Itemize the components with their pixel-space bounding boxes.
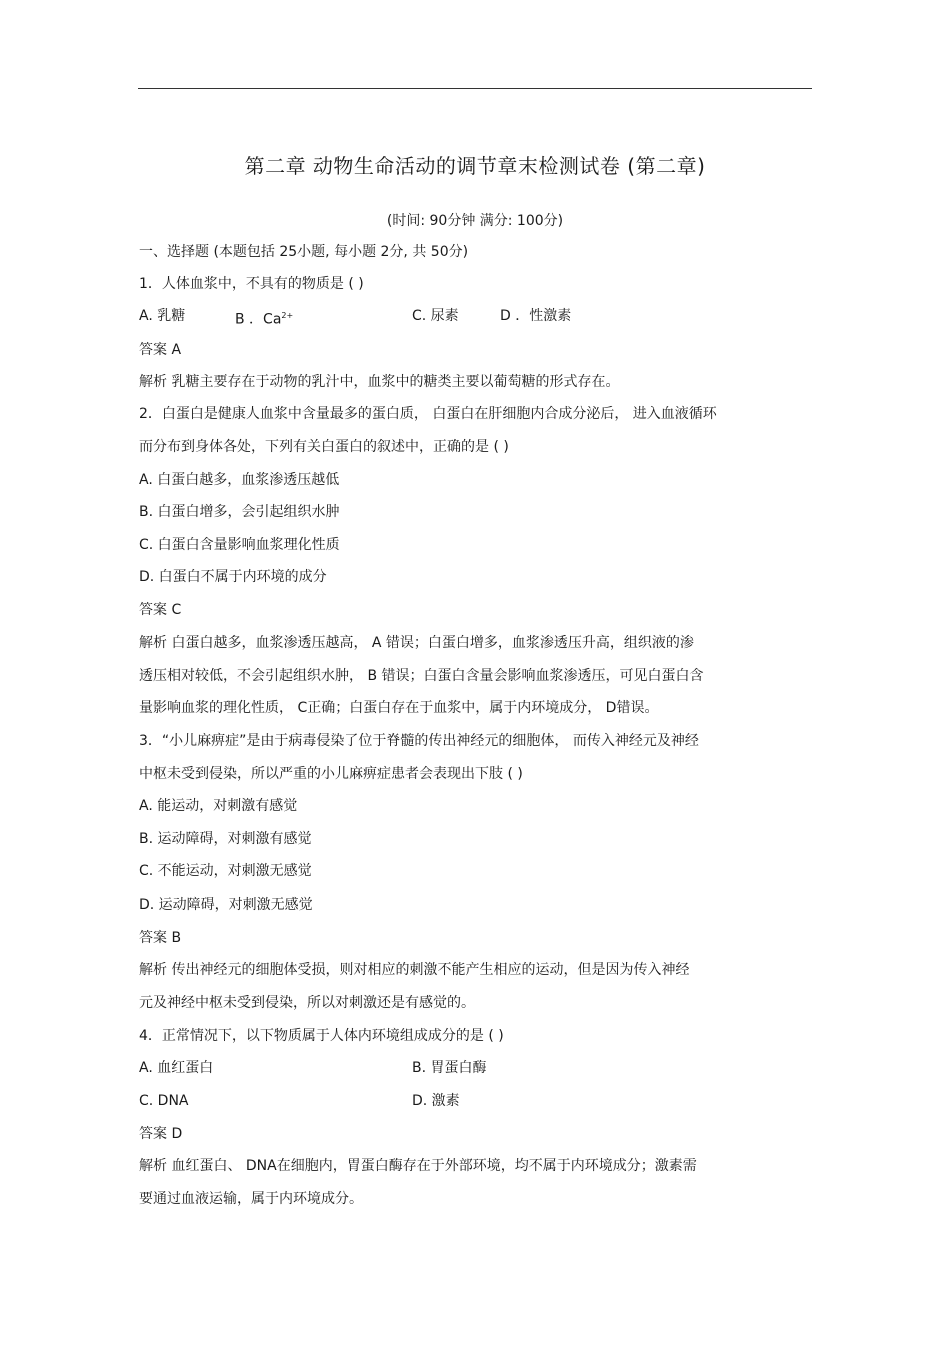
question-4-analysis-line-2: 要通过血液运输，属于内环境成分。 xyxy=(139,1191,363,1207)
question-2-option-d: D. 白蛋白不属于内环境的成分 xyxy=(139,569,327,585)
question-4-answer: 答案 D xyxy=(139,1126,183,1142)
question-3-option-c: C. 不能运动，对刺激无感觉 xyxy=(139,863,312,879)
question-3-analysis-line-2: 元及神经中枢未受到侵染，所以对刺激还是有感觉的。 xyxy=(139,995,475,1011)
question-3-stem-line-1: 3．“小儿麻痹症”是由于病毒侵染了位于脊髓的传出神经元的细胞体， 而传入神经元及神经 xyxy=(139,733,699,749)
question-1-option-d: D ．性激素 xyxy=(500,308,572,324)
question-2-option-b: B. 白蛋白增多，会引起组织水肿 xyxy=(139,504,340,520)
page-title: 第二章 动物生命活动的调节章末检测试卷 (第二章) xyxy=(244,154,706,178)
question-4-analysis-line-1: 解析 血红蛋白、 DNA在细胞内，胃蛋白酶存在于外部环境，均不属于内环境成分；激素需 xyxy=(139,1158,697,1174)
section-heading: 一、选择题 (本题包括 25小题, 每小题 2分, 共 50分) xyxy=(139,244,469,260)
question-1-option-b-text: B ．Ca xyxy=(235,311,282,328)
exam-info: (时间: 90分钟 满分: 100分) xyxy=(386,213,564,229)
question-4-option-a: A. 血红蛋白 xyxy=(139,1060,214,1076)
question-2-option-a: A. 白蛋白越多，血浆渗透压越低 xyxy=(139,472,340,488)
question-1-option-a: A. 乳糖 xyxy=(139,308,186,324)
question-1-analysis: 解析 乳糖主要存在于动物的乳汁中，血浆中的糖类主要以葡萄糖的形式存在。 xyxy=(139,374,620,390)
question-1-stem: 1．人体血浆中，不具有的物质是 ( ) xyxy=(139,276,364,292)
question-4-option-d: D. 激素 xyxy=(412,1093,460,1109)
question-2-analysis-line-3: 量影响血浆的理化性质， C正确；白蛋白存在于血浆中，属于内环境成分， D错误。 xyxy=(139,700,659,716)
question-3-option-d: D. 运动障碍，对刺激无感觉 xyxy=(139,897,313,913)
question-2-analysis-line-2: 透压相对较低，不会引起组织水肿， B 错误；白蛋白含量会影响血浆渗透压，可见白蛋白含 xyxy=(139,668,704,684)
question-4-option-b: B. 胃蛋白酶 xyxy=(412,1060,487,1076)
question-2-stem-line-1: 2．白蛋白是健康人血浆中含量最多的蛋白质， 白蛋白在肝细胞内合成分泌后， 进入血液循环 xyxy=(139,406,717,422)
question-1-option-c: C. 尿素 xyxy=(412,308,459,324)
question-1-option-b xyxy=(235,306,293,330)
question-4-option-c: C. DNA xyxy=(139,1093,189,1109)
question-2-option-c: C. 白蛋白含量影响血浆理化性质 xyxy=(139,537,340,553)
question-2-answer: 答案 C xyxy=(139,602,182,618)
question-2-stem-line-2: 而分布到身体各处，下列有关白蛋白的叙述中，正确的是 ( ) xyxy=(139,439,509,455)
question-3-option-b: B. 运动障碍，对刺激有感觉 xyxy=(139,831,312,847)
question-1-option-b-charge: 2+ xyxy=(281,311,294,320)
question-2-analysis-line-1: 解析 白蛋白越多，血浆渗透压越高， A 错误；白蛋白增多，血浆渗透压升高，组织液的渗 xyxy=(139,635,694,651)
header-rule xyxy=(138,88,812,89)
question-3-stem-line-2: 中枢未受到侵染，所以严重的小儿麻痹症患者会表现出下肢 ( ) xyxy=(139,766,523,782)
question-3-answer: 答案 B xyxy=(139,930,182,946)
question-3-analysis-line-1: 解析 传出神经元的细胞体受损，则对相应的刺激不能产生相应的运动，但是因为传入神经 xyxy=(139,962,690,978)
question-4-stem: 4．正常情况下，以下物质属于人体内环境组成成分的是 ( ) xyxy=(139,1028,504,1044)
question-3-option-a: A. 能运动，对刺激有感觉 xyxy=(139,798,298,814)
question-1-answer: 答案 A xyxy=(139,342,182,358)
